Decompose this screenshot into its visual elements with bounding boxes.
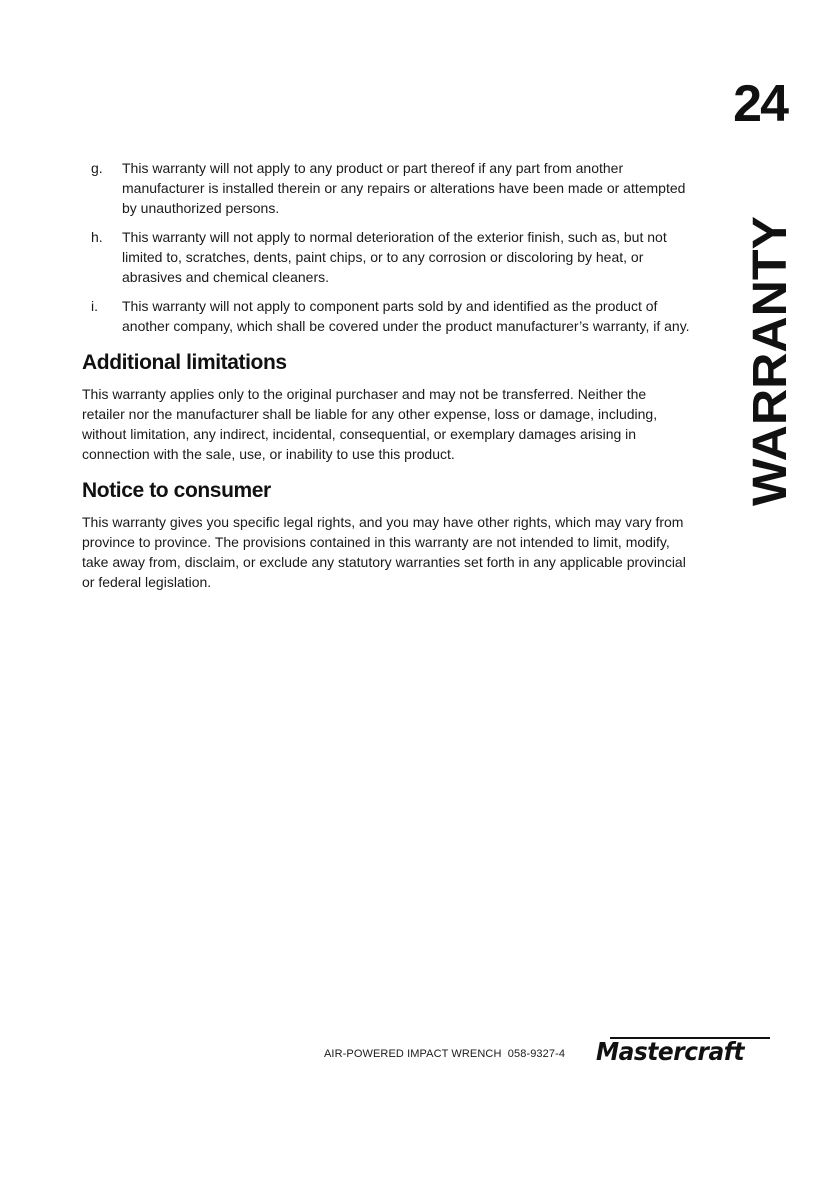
list-text: This warranty will not apply to any product or part thereof if any part from another manufacturer is installed therein or any repairs or alterations have been made or attempted by unauthorized persons. [122,160,686,216]
section-tab-svg [744,214,797,506]
list-item [82,296,692,336]
warranty-content [82,158,692,598]
additional-limitations-heading: Additional limitations [82,351,287,374]
list-marker: i. [91,298,98,314]
footer-product-label: AIR-POWERED IMPACT WRENCH 058-9327-4 [324,1048,566,1060]
logo-wordmark: Mastercraft [596,1037,745,1066]
list-marker: h. [91,229,103,245]
list-text: This warranty will not apply to normal deterioration of the exterior finish, such as, but not limited to, scratches, dents, paint chips, or to any corrosion or discoloring by heat, or abrasives and chemical cleaners. [122,229,667,285]
section-tab-label: WARRANTY [744,228,797,506]
list-text: This warranty will not apply to component parts sold by and identified as the product of another company, which shall be covered under the product manufacturer’s warranty, if any. [122,298,690,334]
list-marker: g. [91,160,103,176]
footer [0,1030,839,1070]
notice-to-consumer-body: This warranty gives you specific legal rights, and you may have other rights, which may vary from province to province. The provisions contained in this warranty are not intended to limit, modify, take away from, disclaim, or exclude any statutory warranties set forth in any applicable provincial or federal legislation. [82,514,686,590]
section-tab [744,214,797,506]
notice-to-consumer-heading: Notice to consumer [82,479,271,502]
list-item [82,227,692,287]
list-item [82,158,692,218]
additional-limitations-body: This warranty applies only to the original purchaser and may not be transferred. Neither the retailer nor the manufacturer shall be liable for any other expense, loss or damage, including, without limitation, any indirect, incidental, consequential, or exemplary damages arising in connection with the sale, use, or inability to use this product. [82,386,658,462]
mastercraft-logo [596,1032,778,1068]
page-number: 24 [733,75,787,133]
